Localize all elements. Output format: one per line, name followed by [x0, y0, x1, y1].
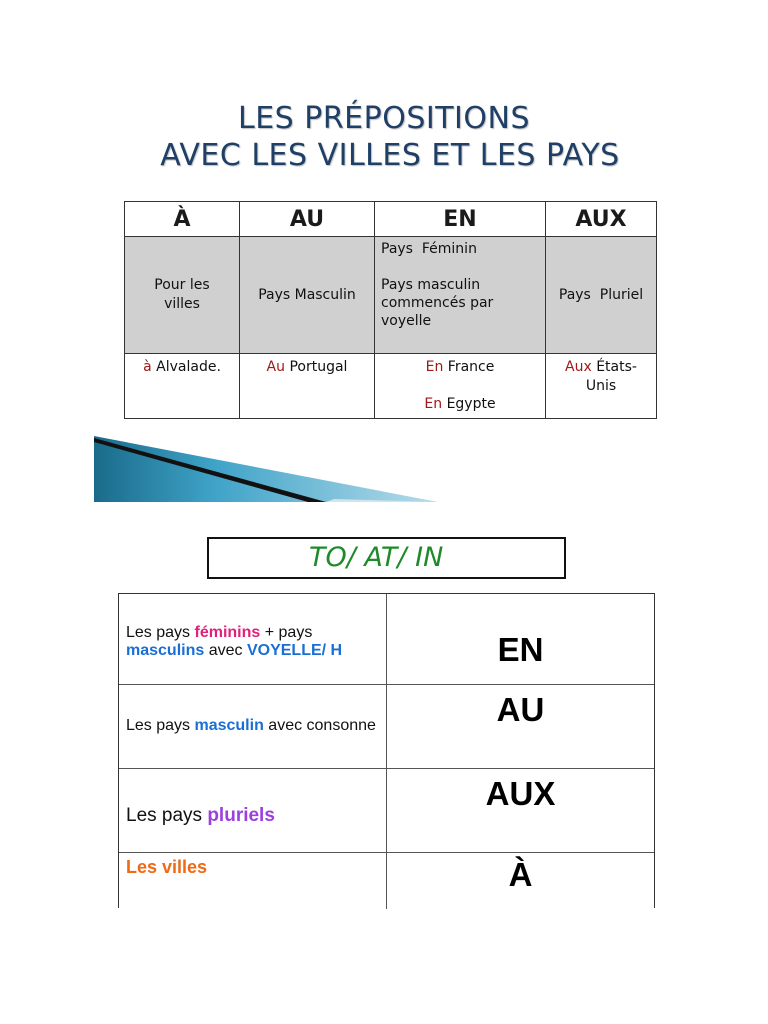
header-en: EN — [375, 202, 546, 237]
subtitle-box — [207, 537, 566, 579]
header-aux: AUX — [546, 202, 657, 237]
usage-en-feminine: Pays Féminin — [381, 241, 477, 257]
example-au — [240, 354, 375, 419]
rules-row-aux-description: Les pays pluriels — [126, 805, 275, 826]
title-line-1: LES PRÉPOSITIONS — [237, 101, 530, 136]
prepositions-table — [124, 201, 657, 419]
subtitle-text: TO/ AT/ IN — [309, 542, 444, 573]
rules-table — [118, 593, 655, 908]
example-en1-text: France — [443, 359, 495, 375]
examples-row — [125, 354, 657, 419]
rules-row-au-description: Les pays masculin avec consonne — [126, 717, 376, 734]
masculine-label-2: masculin — [194, 717, 264, 734]
example-aux — [546, 354, 657, 419]
cities-label: Les villes — [126, 857, 208, 877]
example-en2-prep: En — [424, 396, 443, 412]
example-en2-text: Egypte — [442, 396, 496, 412]
rules-row-en-description: Les pays féminins + pays masculins avec VOYELLE/ H — [126, 624, 343, 659]
page-title — [0, 100, 768, 174]
example-a-text: Alvalade. — [151, 359, 221, 375]
header-a: À — [125, 202, 240, 237]
example-en1-prep: En — [425, 359, 444, 375]
usage-en — [375, 237, 546, 354]
example-a — [125, 354, 240, 419]
rules-row-au-prep: AU — [496, 691, 545, 728]
usage-au: Pays Masculin — [240, 237, 375, 354]
example-au-text: Portugal — [285, 359, 348, 375]
plural-label: pluriels — [207, 805, 275, 826]
rules-row-en-prep: EN — [497, 631, 544, 668]
feminine-label: féminins — [194, 624, 261, 641]
prepositions-header-row — [125, 202, 657, 237]
example-en — [375, 354, 546, 419]
rules-row-aux-prep: AUX — [485, 775, 556, 812]
rules-row-a-description — [126, 858, 381, 876]
vowel-label: VOYELLE/ H — [246, 642, 343, 659]
title-line-2: AVEC LES VILLES ET LES PAYS — [160, 138, 620, 173]
rules-row-en — [119, 594, 654, 685]
rules-row-a — [119, 852, 654, 909]
decorative-wedge — [94, 436, 438, 502]
example-au-prep: Au — [266, 359, 285, 375]
example-aux-text: États-Unis — [585, 359, 637, 394]
usage-aux: Pays Pluriel — [546, 237, 657, 354]
usage-row — [125, 237, 657, 354]
header-au: AU — [240, 202, 375, 237]
example-a-prep: à — [143, 359, 152, 375]
rules-row-a-prep: À — [508, 856, 533, 893]
masculine-label: masculins — [126, 642, 205, 659]
usage-en-masculine-vowel: Pays masculin commencés par voyelle — [381, 277, 494, 329]
example-aux-prep: Aux — [565, 359, 592, 375]
rules-row-au — [119, 684, 654, 769]
usage-a: Pour les villes — [125, 237, 240, 354]
rules-row-aux — [119, 768, 654, 853]
